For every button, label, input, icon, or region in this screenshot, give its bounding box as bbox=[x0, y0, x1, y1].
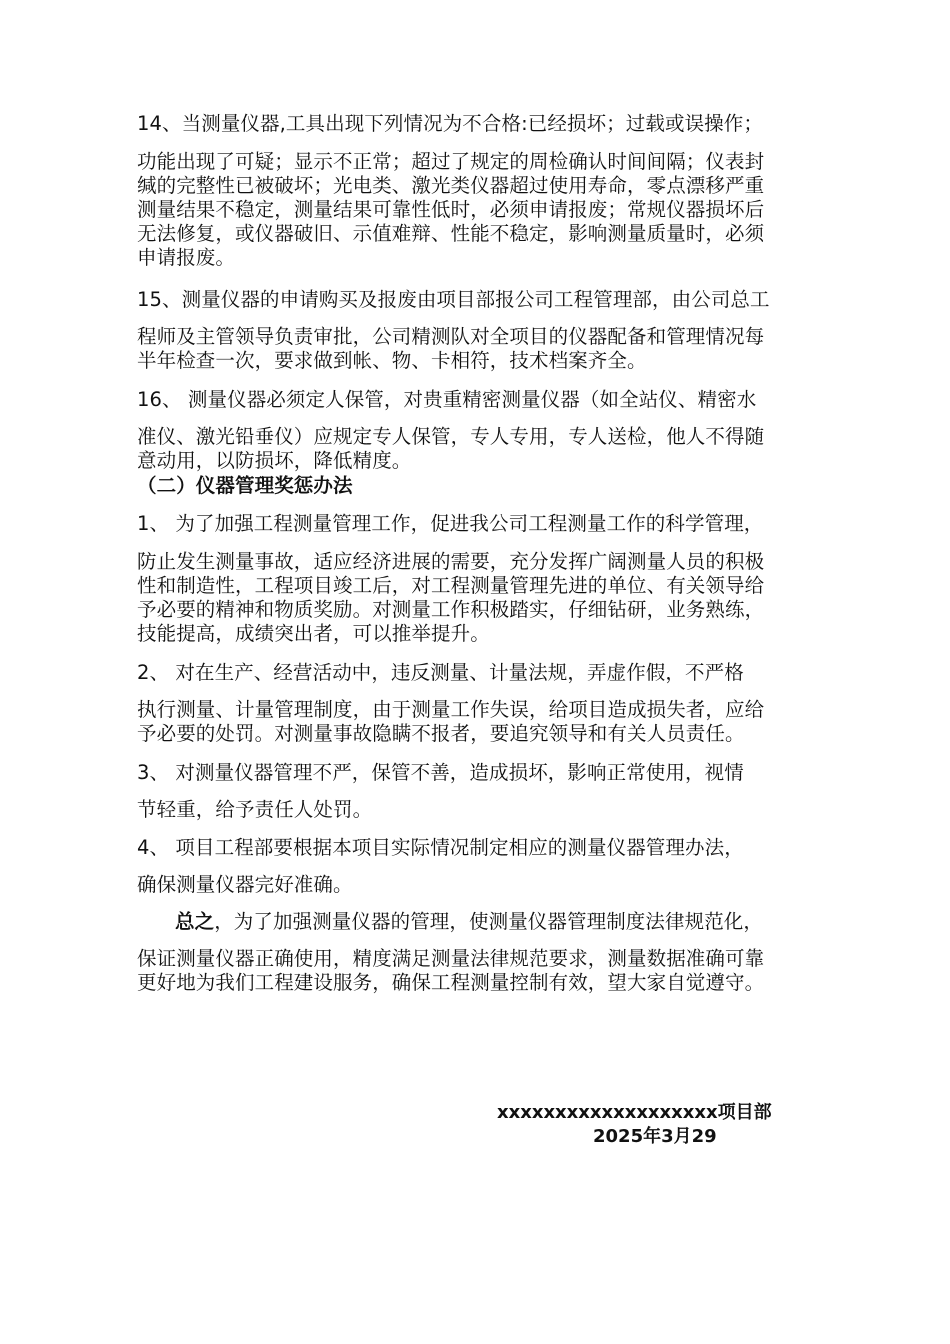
text-line: 15、测量仪器的申请购买及报废由项目部报公司工程管理部，由公司总工 bbox=[137, 288, 770, 311]
text-line: 3、 对测量仪器管理不严，保管不善，造成损坏，影响正常使用，视情 bbox=[137, 761, 744, 784]
text-line: 14、当测量仪器,工具出现下列情况为不合格:已经损坏；过载或误操作； bbox=[137, 112, 763, 135]
text-line: 节轻重，给予责任人处罚。 bbox=[137, 798, 373, 821]
summary-line bbox=[175, 910, 763, 934]
text-line: 16、 测量仪器必须定人保管，对贵重精密测量仪器（如全站仪、精密水 bbox=[137, 388, 757, 411]
text-line: 防止发生测量事故，适应经济进展的需要，充分发挥广阔测量人员的积极 bbox=[137, 550, 765, 573]
text-line: 2、 对在生产、经营活动中，违反测量、计量法规，弄虚作假，不严格 bbox=[137, 661, 744, 684]
text-line: 测量结果不稳定，测量结果可靠性低时，必须申请报废；常规仪器损坏后 bbox=[137, 198, 765, 221]
summary-text: ，为了加强测量仪器的管理，使测量仪器管理制度法律规范化， bbox=[214, 910, 764, 933]
text-line: 意动用，以防损坏，降低精度。 bbox=[137, 449, 412, 472]
text-line: 申请报废。 bbox=[137, 246, 236, 269]
signature-date: 2025年3月29 bbox=[593, 1126, 717, 1147]
text-line: 更好地为我们工程建设服务，确保工程测量控制有效，望大家自觉遵守。 bbox=[137, 971, 765, 994]
summary-lead: 总之 bbox=[175, 910, 215, 933]
signature-organization: xxxxxxxxxxxxxxxxxxx项目部 bbox=[497, 1102, 772, 1123]
text-line: 予必要的精神和物质奖励。对测量工作积极踏实，仔细钻研，业务熟练， bbox=[137, 598, 765, 621]
text-line: 执行测量、计量管理制度，由于测量工作失误，给项目造成损失者，应给 bbox=[137, 698, 765, 721]
text-line: 性和制造性，工程项目竣工后，对工程测量管理先进的单位、有关领导给 bbox=[137, 574, 765, 597]
text-line: 程师及主管领导负责审批，公司精测队对全项目的仪器配备和管理情况每 bbox=[137, 325, 765, 348]
text-line: 4、 项目工程部要根据本项目实际情况制定相应的测量仪器管理办法， bbox=[137, 836, 744, 859]
text-line: 无法修复，或仪器破旧、示值难辩、性能不稳定，影响测量质量时，必须 bbox=[137, 222, 765, 245]
text-line: 半年检查一次，要求做到帐、物、卡相符，技术档案齐全。 bbox=[137, 349, 647, 372]
text-line: 1、 为了加强工程测量管理工作，促进我公司工程测量工作的科学管理， bbox=[137, 512, 764, 535]
text-line: 保证测量仪器正确使用，精度满足测量法律规范要求，测量数据准确可靠 bbox=[137, 947, 765, 970]
text-line: 技能提高，成绩突出者，可以推举提升。 bbox=[137, 622, 490, 645]
text-line: 功能出现了可疑；显示不正常；超过了规定的周检确认时间间隔；仪表封 bbox=[137, 150, 765, 173]
text-line: 缄的完整性已被破坏；光电类、激光类仪器超过使用寿命，零点漂移严重 bbox=[137, 174, 765, 197]
section-heading: （二）仪器管理奖惩办法 bbox=[137, 474, 353, 497]
text-line: 予必要的处罚。对测量事故隐瞒不报者，要追究领导和有关人员责任。 bbox=[137, 722, 745, 745]
text-line: 确保测量仪器完好准确。 bbox=[137, 873, 353, 896]
text-line: 准仪、激光铅垂仪）应规定专人保管，专人专用，专人送检，他人不得随 bbox=[137, 425, 765, 448]
